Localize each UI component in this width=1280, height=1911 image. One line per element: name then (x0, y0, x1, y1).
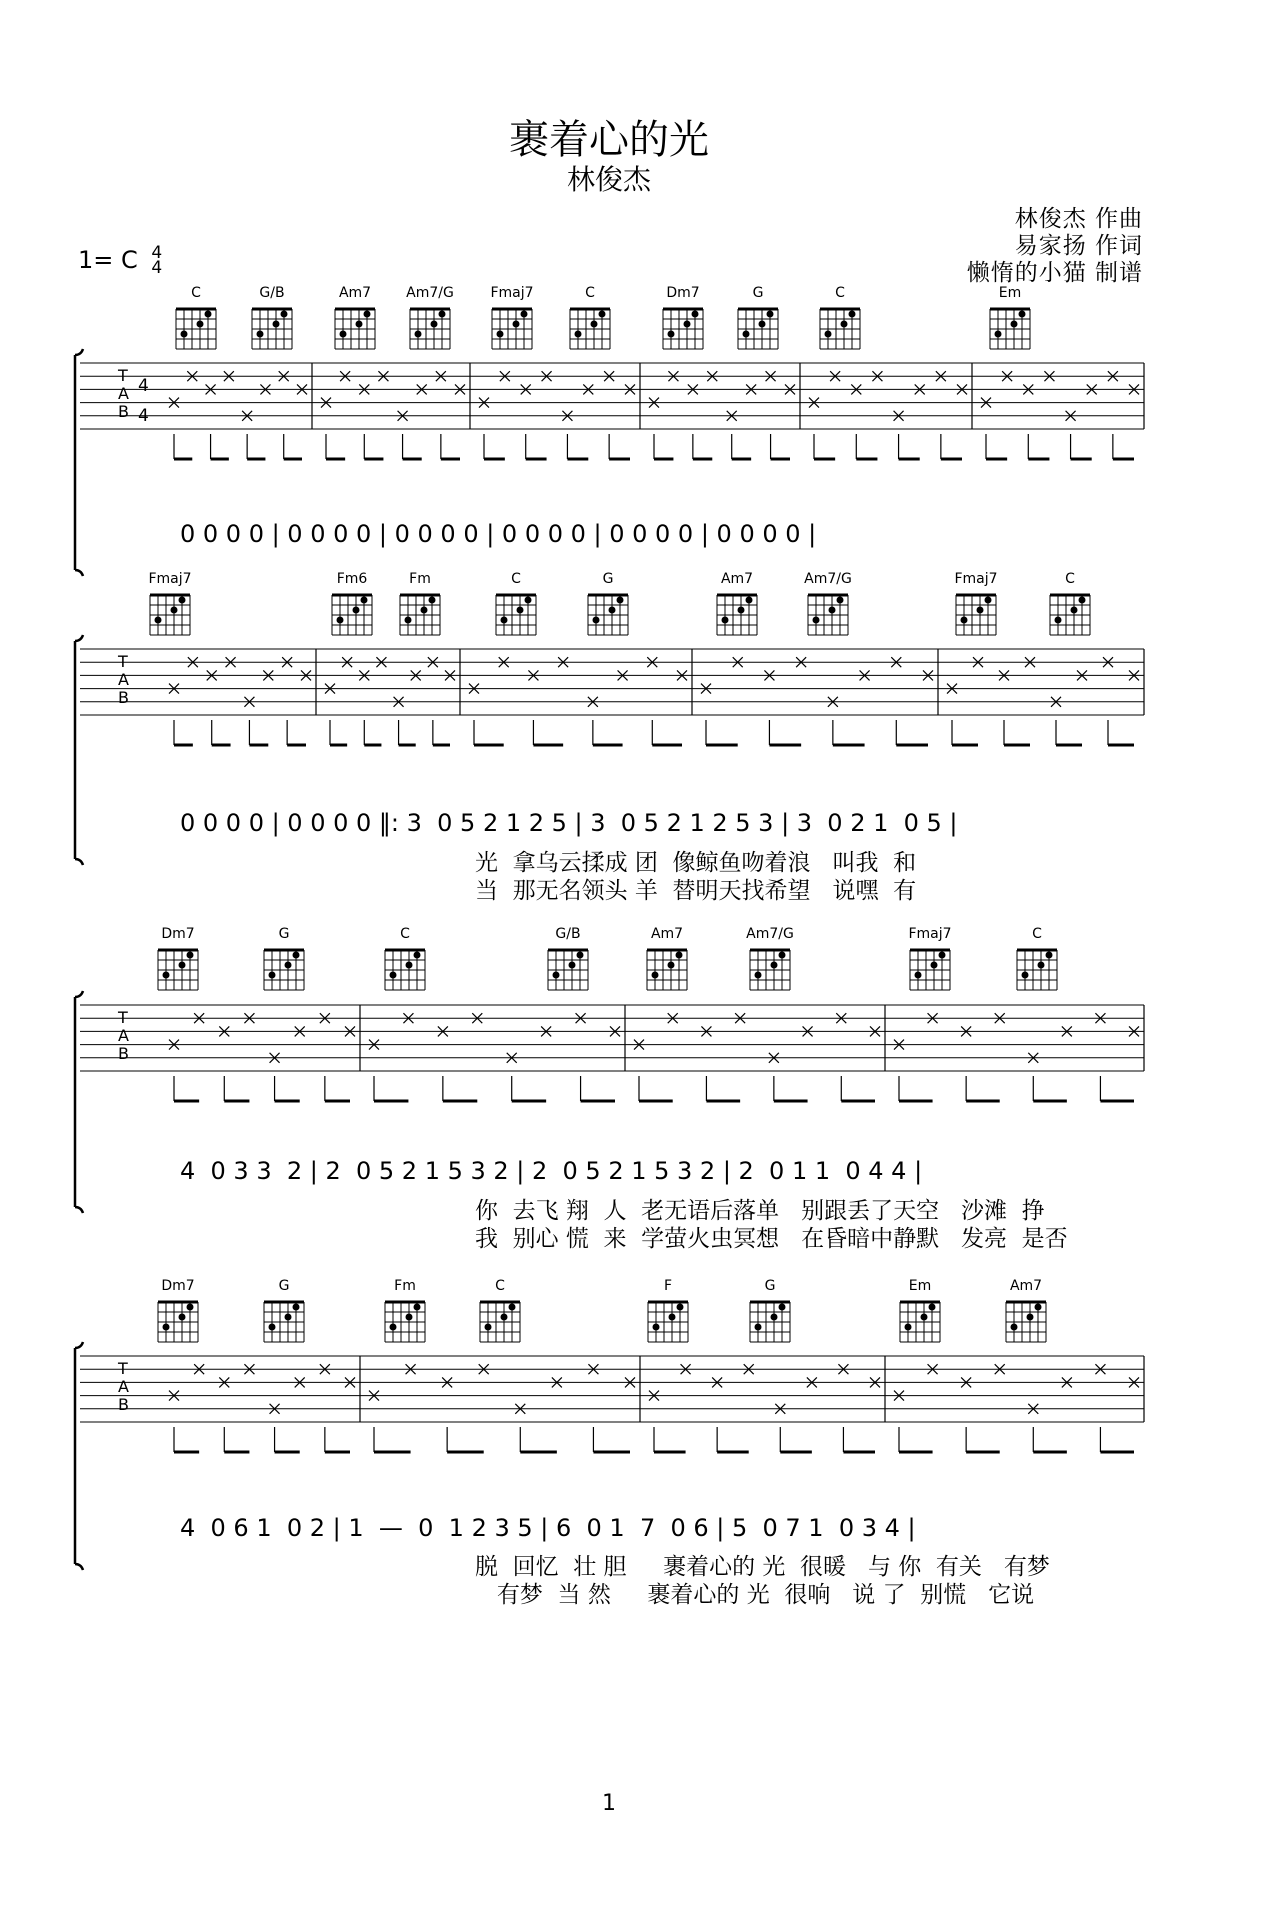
chord-name: G (602, 571, 614, 587)
chord-finger-dot (653, 1324, 660, 1331)
chord-finger-dot (337, 617, 344, 624)
chord-name: Dm7 (161, 926, 195, 942)
chord-finger-dot (205, 311, 212, 318)
chord-finger-dot (849, 311, 856, 318)
chord-finger-dot (285, 962, 292, 969)
system-bracket (75, 635, 83, 865)
chord-finger-dot (163, 1324, 170, 1331)
lyrics-line-1: 光 拿乌云揉成 团 像鲸鱼吻着浪 叫我 和 (475, 850, 917, 876)
tab-clef-letter: A (118, 1377, 129, 1396)
chord-name: Am7 (650, 926, 684, 942)
chord-finger-dot (771, 962, 778, 969)
system-bracket (75, 991, 83, 1213)
chord-name: Dm7 (161, 1278, 195, 1294)
chord-finger-dot (281, 311, 288, 318)
chord-name: Fmaj7 (908, 926, 952, 942)
chord-finger-dot (390, 1324, 397, 1331)
chord-finger-dot (1055, 617, 1062, 624)
chord-finger-dot (825, 331, 832, 338)
chord-finger-dot (755, 1324, 762, 1331)
chord-finger-dot (257, 331, 264, 338)
chord-finger-dot (1022, 972, 1029, 979)
chord-finger-dot (485, 1324, 492, 1331)
chord-finger-dot (179, 597, 186, 604)
chord-name: Dm7 (666, 285, 700, 301)
chord-finger-dot (273, 321, 280, 328)
chord-finger-dot (414, 1304, 421, 1311)
chord-name: Fm (394, 1278, 416, 1294)
chord-name: G (764, 1278, 776, 1294)
chord-finger-dot (179, 1314, 186, 1321)
chord-finger-dot (743, 331, 750, 338)
chord-name: Am7 (1009, 1278, 1043, 1294)
chord-finger-dot (668, 331, 675, 338)
chord-finger-dot (684, 321, 691, 328)
chord-finger-dot (746, 597, 753, 604)
jianpu-notation: 4 0 6 1 0 2 | 1 — 0 1 2 3 5 | 6 0 1 7 0 6 | 5 0 7 1 0 3 4 | (180, 1514, 916, 1542)
chord-finger-dot (285, 1314, 292, 1321)
chord-name: Am7/G (746, 926, 794, 942)
chord-finger-dot (1011, 1324, 1018, 1331)
chord-finger-dot (181, 331, 188, 338)
chord-name: C (495, 1278, 505, 1294)
chord-name: Fmaj7 (490, 285, 534, 301)
page-number: 1 (602, 1791, 616, 1816)
chord-finger-dot (414, 952, 421, 959)
tab-clef-letter: B (118, 402, 129, 421)
tab-clef-letter: T (118, 652, 128, 671)
chord-finger-dot (771, 1314, 778, 1321)
chord-finger-dot (779, 952, 786, 959)
chord-finger-dot (497, 331, 504, 338)
lyrics-line-2: 当 那无名领头 羊 替明天找希望 说嘿 有 (475, 878, 917, 904)
chord-name: C (835, 285, 845, 301)
tab-time-bottom: 4 (138, 406, 149, 426)
chord-finger-dot (1046, 952, 1053, 959)
time-signature-top: 4 (151, 243, 163, 263)
chord-finger-dot (759, 321, 766, 328)
lyrics-line-1: 你 去飞 翔 人 老无语后落单 别跟丢了天空 沙滩 挣 (475, 1198, 1045, 1224)
chord-name: C (1032, 926, 1042, 942)
lyrics-line-2: 我 别心 慌 来 学萤火虫冥想 在昏暗中静默 发亮 是否 (475, 1226, 1068, 1252)
chord-finger-dot (837, 597, 844, 604)
chord-finger-dot (921, 1314, 928, 1321)
chord-finger-dot (609, 607, 616, 614)
chord-finger-dot (525, 597, 532, 604)
chord-finger-dot (155, 617, 162, 624)
chord-finger-dot (1035, 1304, 1042, 1311)
chord-finger-dot (813, 617, 820, 624)
chord-name: C (1065, 571, 1075, 587)
lyrics-line-2: 有梦 当 然 裹着心的 光 很响 说 了 别慌 它说 (475, 1582, 1035, 1608)
chord-finger-dot (617, 597, 624, 604)
chord-finger-dot (738, 607, 745, 614)
chord-finger-dot (1027, 1314, 1034, 1321)
chord-name: Fmaj7 (954, 571, 998, 587)
chord-finger-dot (669, 1314, 676, 1321)
lyrics-line-1: 脱 回忆 壮 胆 裹着心的 光 很暖 与 你 有关 有梦 (475, 1554, 1050, 1580)
chord-finger-dot (767, 311, 774, 318)
system-bracket (75, 1342, 83, 1570)
chord-name: Am7 (338, 285, 372, 301)
chord-finger-dot (501, 617, 508, 624)
chord-finger-dot (364, 311, 371, 318)
chord-finger-dot (829, 607, 836, 614)
chord-finger-dot (406, 1314, 413, 1321)
chord-finger-dot (575, 331, 582, 338)
chord-finger-dot (779, 1304, 786, 1311)
chord-finger-dot (179, 962, 186, 969)
tab-clef-letter: B (118, 688, 129, 707)
chord-finger-dot (269, 1324, 276, 1331)
chord-name: G/B (259, 285, 285, 301)
chord-name: C (585, 285, 595, 301)
chord-name: Am7 (720, 571, 754, 587)
chord-name: G/B (555, 926, 581, 942)
chord-finger-dot (197, 321, 204, 328)
chord-finger-dot (939, 952, 946, 959)
tab-clef-letter: T (118, 1359, 128, 1378)
chord-name: G (752, 285, 764, 301)
chord-finger-dot (390, 972, 397, 979)
chord-finger-dot (513, 321, 520, 328)
song-artist: 林俊杰 (566, 163, 651, 196)
chord-finger-dot (340, 331, 347, 338)
chord-finger-dot (1079, 597, 1086, 604)
chord-finger-dot (406, 962, 413, 969)
tab-clef-letter: A (118, 384, 129, 403)
chord-finger-dot (652, 972, 659, 979)
chord-finger-dot (509, 1304, 516, 1311)
chord-finger-dot (591, 321, 598, 328)
tab-time-top: 4 (138, 376, 149, 396)
chord-finger-dot (915, 972, 922, 979)
chord-finger-dot (293, 952, 300, 959)
chord-finger-dot (353, 607, 360, 614)
chord-name: F (663, 1278, 673, 1294)
chord-finger-dot (722, 617, 729, 624)
chord-name: Am7/G (406, 285, 454, 301)
chord-finger-dot (405, 617, 412, 624)
chord-name: Em (998, 285, 1022, 301)
chord-finger-dot (415, 331, 422, 338)
chord-finger-dot (577, 952, 584, 959)
jianpu-notation: 0 0 0 0 | 0 0 0 0 ‖: 3 0 5 2 1 2 5 | 3 0 5 2 1 2 5 3 | 3 0 2 1 0 5 | (180, 809, 958, 837)
chord-finger-dot (977, 607, 984, 614)
chord-finger-dot (1038, 962, 1045, 969)
chord-finger-dot (995, 331, 1002, 338)
chord-finger-dot (569, 962, 576, 969)
chord-finger-dot (187, 1304, 194, 1311)
chord-finger-dot (421, 607, 428, 614)
tab-clef-letter: B (118, 1395, 129, 1414)
chord-finger-dot (692, 311, 699, 318)
chord-finger-dot (517, 607, 524, 614)
tab-clef-letter: B (118, 1044, 129, 1063)
chord-finger-dot (841, 321, 848, 328)
chord-name: C (191, 285, 201, 301)
chord-finger-dot (1019, 311, 1026, 318)
chord-name: C (511, 571, 521, 587)
chord-finger-dot (668, 962, 675, 969)
key-label: 1= C (78, 246, 138, 274)
system-bracket (75, 349, 83, 576)
chord-finger-dot (553, 972, 560, 979)
chord-name: Fmaj7 (148, 571, 192, 587)
transcriber-credit: 懒惰的小猫 制谱 (966, 260, 1143, 286)
chord-finger-dot (599, 311, 606, 318)
tab-clef-letter: A (118, 1026, 129, 1045)
chord-finger-dot (1071, 607, 1078, 614)
chord-finger-dot (929, 1304, 936, 1311)
chord-finger-dot (677, 1304, 684, 1311)
chord-finger-dot (676, 952, 683, 959)
chord-finger-dot (501, 1314, 508, 1321)
chord-name: Em (908, 1278, 932, 1294)
chord-name: G (278, 1278, 290, 1294)
composer-credit: 林俊杰 作曲 (1014, 206, 1143, 232)
chord-finger-dot (931, 962, 938, 969)
chord-finger-dot (356, 321, 363, 328)
time-signature-bottom: 4 (151, 258, 163, 278)
chord-finger-dot (985, 597, 992, 604)
chord-name: C (400, 926, 410, 942)
chord-name: G (278, 926, 290, 942)
chord-name: Fm (409, 571, 431, 587)
chord-finger-dot (439, 311, 446, 318)
chord-finger-dot (431, 321, 438, 328)
chord-finger-dot (755, 972, 762, 979)
song-title: 裹着心的光 (509, 117, 709, 163)
lyricist-credit: 易家扬 作词 (1014, 233, 1143, 259)
chord-finger-dot (293, 1304, 300, 1311)
tab-clef-letter: T (118, 366, 128, 385)
chord-finger-dot (187, 952, 194, 959)
chord-finger-dot (1011, 321, 1018, 328)
jianpu-notation: 4 0 3 3 2 | 2 0 5 2 1 5 3 2 | 2 0 5 2 1 5 3 2 | 2 0 1 1 0 4 4 | (180, 1157, 923, 1185)
chord-finger-dot (429, 597, 436, 604)
jianpu-notation: 0 0 0 0 | 0 0 0 0 | 0 0 0 0 | 0 0 0 0 | 0 0 0 0 | 0 0 0 0 | (180, 520, 817, 548)
chord-finger-dot (593, 617, 600, 624)
chord-finger-dot (171, 607, 178, 614)
chord-finger-dot (269, 972, 276, 979)
chord-finger-dot (521, 311, 528, 318)
chord-name: Fm6 (336, 571, 368, 587)
tab-clef-letter: T (118, 1008, 128, 1027)
tab-clef-letter: A (118, 670, 129, 689)
chord-finger-dot (361, 597, 368, 604)
chord-name: Am7/G (804, 571, 852, 587)
chord-finger-dot (905, 1324, 912, 1331)
chord-finger-dot (961, 617, 968, 624)
chord-finger-dot (163, 972, 170, 979)
